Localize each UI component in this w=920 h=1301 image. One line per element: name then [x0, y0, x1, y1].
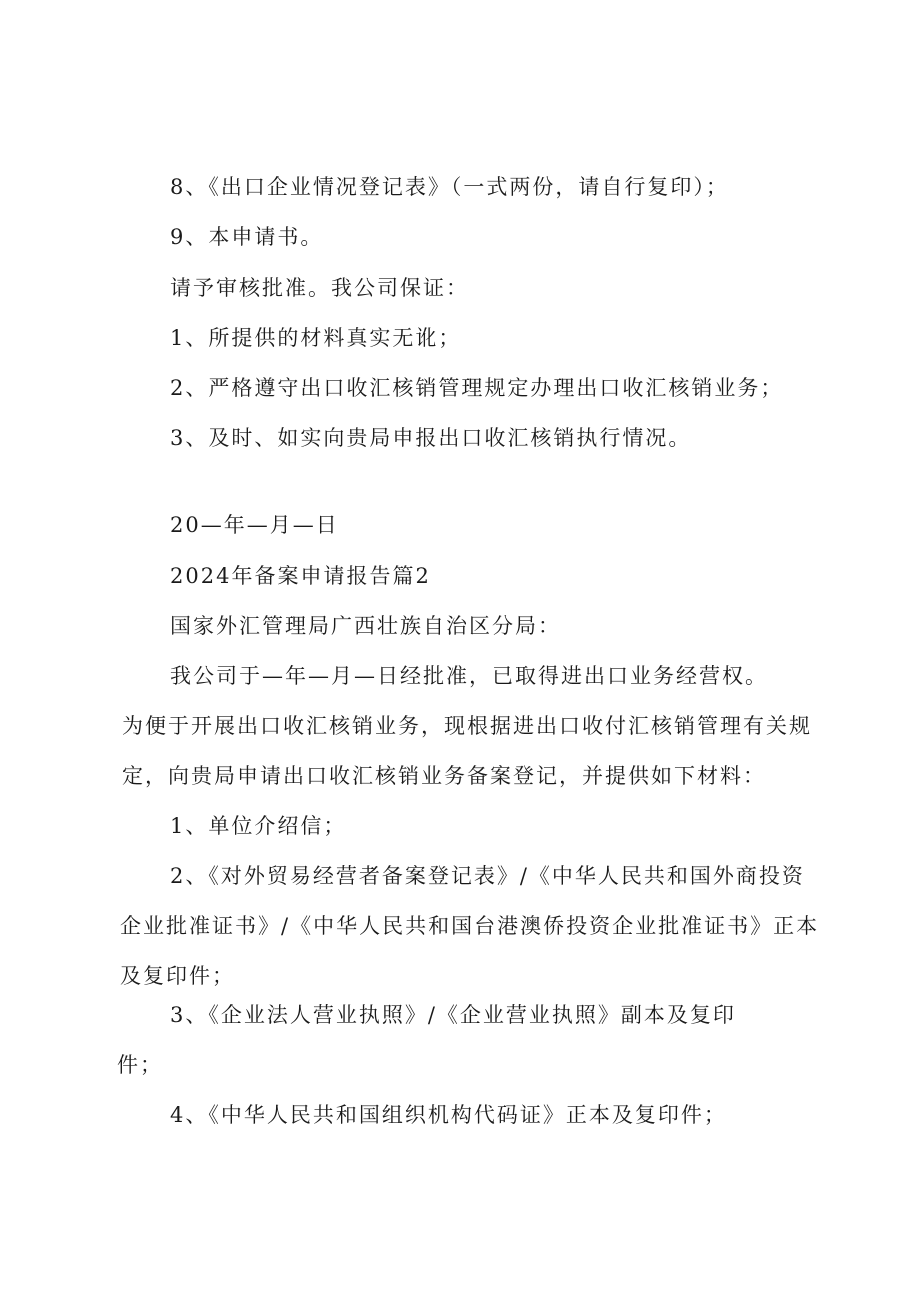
guarantee-item-1: 1、所提供的材料真实无讹；: [170, 326, 462, 350]
date-line: 20—年—月—日: [170, 513, 339, 537]
material-item-2-line-2: 企业批准证书》/《中华人民共和国台港澳侨投资企业批准证书》正本: [120, 914, 820, 938]
guarantee-item-3: 3、及时、如实向贵局申报出口收汇核销执行情况。: [170, 426, 692, 450]
body-paragraph-line-2: 为便于开展出口收汇核销业务，现根据进出口收付汇核销管理有关规: [122, 714, 812, 738]
section-heading: 2024年备案申请报告篇2: [170, 564, 431, 588]
guarantee-item-2: 2、严格遵守出口收汇核销管理规定办理出口收汇核销业务；: [170, 376, 784, 400]
body-paragraph-line-1: 我公司于—年—月—日经批准，已取得进出口业务经营权。: [170, 664, 768, 688]
material-item-2-line-3: 及复印件；: [120, 964, 235, 988]
list-item-8: 8、《出口企业情况登记表》（一式两份，请自行复印）；: [170, 175, 729, 199]
list-item-9: 9、本申请书。: [170, 225, 324, 249]
material-item-1: 1、单位介绍信；: [170, 814, 347, 838]
body-paragraph-line-3: 定，向贵局申请出口收汇核销业务备案登记，并提供如下材料：: [122, 764, 766, 788]
approval-request-text: 请予审核批准。我公司保证：: [170, 276, 469, 300]
addressee-line: 国家外汇管理局广西壮族自治区分局：: [170, 614, 561, 638]
material-item-3-line-2: 件；: [117, 1053, 163, 1077]
material-item-3-line-1: 3、《企业法人营业执照》/《企业营业执照》副本及复印: [170, 1003, 736, 1027]
material-item-2-line-1: 2、《对外贸易经营者备案登记表》/《中华人民共和国外商投资: [170, 864, 805, 888]
material-item-4: 4、《中华人民共和国组织机构代码证》正本及复印件；: [170, 1103, 727, 1127]
